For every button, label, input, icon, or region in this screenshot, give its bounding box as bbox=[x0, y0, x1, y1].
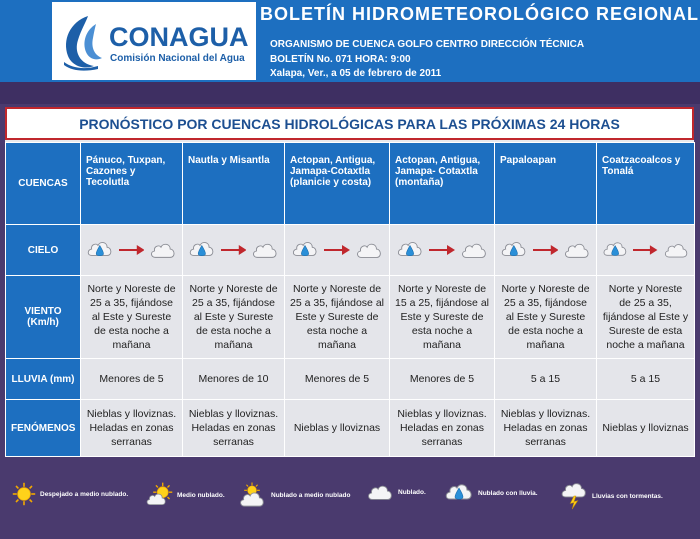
legend-label: Nublado a medio nublado bbox=[271, 491, 351, 499]
basin-name: Nautla y Misantla bbox=[183, 143, 285, 225]
org-name: CONAGUA bbox=[109, 22, 249, 52]
arrow-right-icon bbox=[633, 245, 657, 255]
sky-row bbox=[6, 225, 695, 276]
rain-cloud-icon bbox=[602, 240, 628, 260]
divider-band bbox=[0, 82, 700, 104]
org-subtitle: Comisión Nacional del Agua bbox=[110, 53, 245, 64]
wind-cell: Norte y Noreste de 25 a 35, fijándose al Este y Sureste de esta noche a mañana bbox=[285, 276, 390, 359]
legend-label: Lluvias con tormentas. bbox=[592, 492, 663, 500]
rain-cloud-icon bbox=[444, 482, 474, 504]
phenomena-cell: Nieblas y lloviznas. Heladas en zonas serranas bbox=[390, 400, 495, 457]
legend-item bbox=[366, 482, 426, 502]
basins-row bbox=[6, 143, 695, 225]
legend-item bbox=[237, 482, 350, 508]
rain-row bbox=[6, 359, 695, 400]
legend-item bbox=[12, 482, 128, 506]
basin-name: Actopan, Antigua, Jamapa-Cotaxtla (planicie y costa) bbox=[285, 143, 390, 225]
sun-cloud-icon bbox=[145, 482, 173, 508]
forecast-table bbox=[5, 142, 695, 457]
bulletin-number: BOLETÍN No. 071 HORA: 9:00 bbox=[270, 54, 411, 65]
arrow-right-icon bbox=[429, 245, 455, 255]
sky-cell bbox=[81, 225, 183, 276]
basin-name: Pánuco, Tuxpan, Cazones y Tecolutla bbox=[81, 143, 183, 225]
rain-cell: 5 a 15 bbox=[597, 359, 695, 400]
wind-cell: Norte y Noreste de 25 a 35, fijándose al Este y Sureste de esta noche a mañana bbox=[81, 276, 183, 359]
row-header-cuencas: CUENCAS bbox=[6, 143, 81, 225]
phenomena-cell: Nieblas y lloviznas bbox=[597, 400, 695, 457]
wind-cell: Norte y Noreste de 25 a 35, fijándose al Este y Sureste de esta noche a mañana bbox=[597, 276, 695, 359]
cloud-icon bbox=[355, 240, 383, 260]
sky-cell bbox=[390, 225, 495, 276]
legend-item bbox=[560, 482, 663, 510]
wind-cell: Norte y Noreste de 15 a 25, fijándose al Este y Sureste de esta noche a mañana bbox=[390, 276, 495, 359]
rain-cell: Menores de 5 bbox=[81, 359, 183, 400]
sky-cell bbox=[495, 225, 597, 276]
rain-cloud-icon bbox=[291, 240, 319, 260]
arrow-right-icon bbox=[221, 245, 247, 255]
phenomena-row bbox=[6, 400, 695, 457]
cloud-icon bbox=[460, 240, 488, 260]
phenomena-cell: Nieblas y lloviznas. Heladas en zonas serranas bbox=[183, 400, 285, 457]
sky-cell bbox=[183, 225, 285, 276]
legend-label: Medio nublado. bbox=[177, 491, 225, 499]
cloud-icon bbox=[366, 482, 394, 502]
sky-cell bbox=[285, 225, 390, 276]
rain-cloud-icon bbox=[396, 240, 424, 260]
sky-cell bbox=[597, 225, 695, 276]
storm-cloud-icon bbox=[560, 482, 588, 510]
header-bar bbox=[0, 0, 700, 82]
arrow-right-icon bbox=[119, 245, 145, 255]
wind-cell: Norte y Noreste de 25 a 35, fijándose al Este y Sureste de esta noche a mañana bbox=[183, 276, 285, 359]
row-header-fenomenos: FENÓMENOS bbox=[6, 400, 81, 457]
legend-label: Nublado. bbox=[398, 488, 426, 496]
arrow-right-icon bbox=[324, 245, 350, 255]
cloud-icon bbox=[563, 240, 591, 260]
basin-name: Coatzacoalcos y Tonalá bbox=[597, 143, 695, 225]
cloud-icon bbox=[663, 240, 689, 260]
legend-label: Despejado a medio nublado. bbox=[40, 490, 129, 498]
legend-label: Nublado con lluvia. bbox=[478, 489, 538, 497]
legend-item bbox=[444, 482, 538, 504]
row-header-viento: VIENTO (Km/h) bbox=[6, 276, 81, 359]
rain-cloud-icon bbox=[188, 240, 216, 260]
forecast-panel bbox=[5, 107, 694, 457]
wind-cell: Norte y Noreste de 25 a 35, fijándose al Este y Sureste de esta noche a mañana bbox=[495, 276, 597, 359]
basin-name: Papaloapan bbox=[495, 143, 597, 225]
rain-cloud-icon bbox=[86, 240, 114, 260]
cloud-icon bbox=[149, 240, 177, 260]
rain-cell: 5 a 15 bbox=[495, 359, 597, 400]
organism-line: ORGANISMO DE CUENCA GOLFO CENTRO DIRECCIÓN TÉCNICA bbox=[270, 39, 585, 50]
rain-cloud-icon bbox=[500, 240, 528, 260]
sun-icon bbox=[12, 482, 36, 506]
phenomena-cell: Nieblas y lloviznas. Heladas en zonas serranas bbox=[81, 400, 183, 457]
phenomena-cell: Nieblas y lloviznas. Heladas en zonas serranas bbox=[495, 400, 597, 457]
row-header-cielo: CIELO bbox=[6, 225, 81, 276]
cloud-sun-icon bbox=[237, 482, 267, 508]
conagua-logo bbox=[52, 2, 256, 80]
basin-name: Actopan, Antigua, Jamapa- Cotaxtla (montaña) bbox=[390, 143, 495, 225]
arrow-right-icon bbox=[533, 245, 559, 255]
rain-cell: Menores de 5 bbox=[390, 359, 495, 400]
legend-item bbox=[145, 482, 225, 508]
rain-cell: Menores de 5 bbox=[285, 359, 390, 400]
wind-row bbox=[6, 276, 695, 359]
phenomena-cell: Nieblas y lloviznas bbox=[285, 400, 390, 457]
row-header-lluvia: LLUVIA (mm) bbox=[6, 359, 81, 400]
bulletin-title: BOLETÍN HIDROMETEOROLÓGICO REGIONAL bbox=[260, 4, 699, 24]
cloud-icon bbox=[251, 240, 279, 260]
forecast-title: PRONÓSTICO POR CUENCAS HIDROLÓGICAS PARA LAS PRÓXIMAS 24 HORAS bbox=[5, 107, 694, 140]
water-swirl-icon bbox=[58, 12, 104, 72]
rain-cell: Menores de 10 bbox=[183, 359, 285, 400]
bulletin-date: Xalapa, Ver., a 05 de febrero de 2011 bbox=[270, 68, 442, 79]
